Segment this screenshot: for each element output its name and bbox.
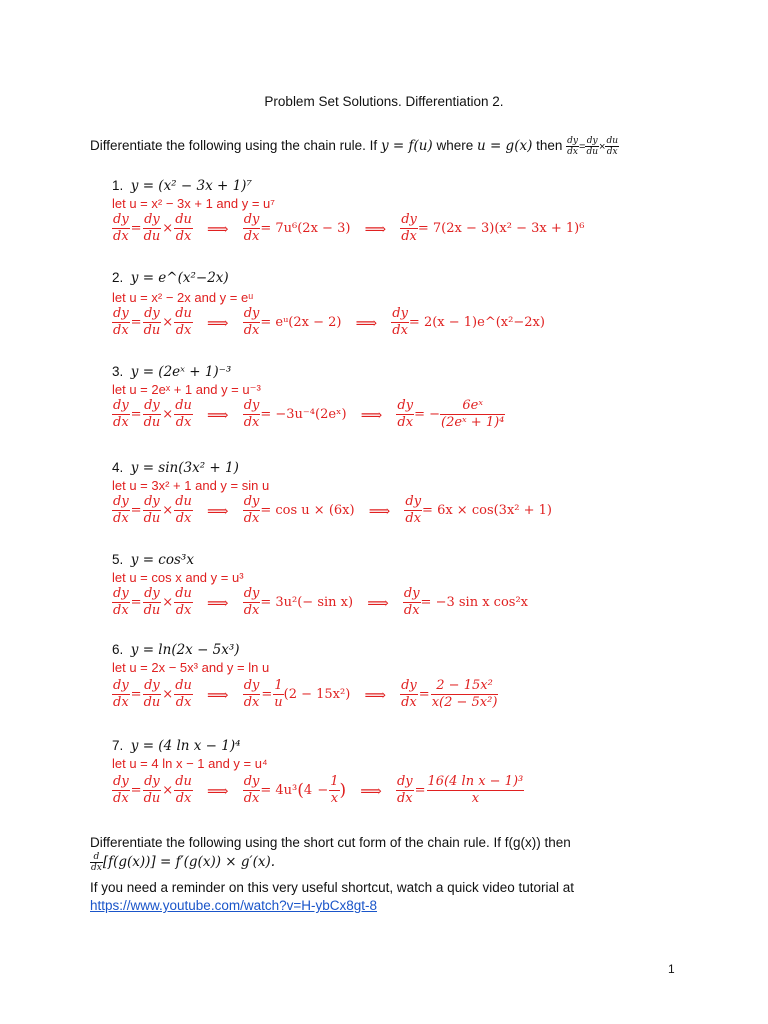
problem-1-result: = 7(2x − 3)(x² − 3x + 1)⁶ xyxy=(417,221,585,236)
implies-arrow: ⟹ xyxy=(207,219,229,238)
problem-3-derivation: $\frac{dy}{dx}$ = $\frac{dy}{du}$ × $\frac{du}{dx}$ ⟹ $\frac{dy}{dx}$ = −3u⁻⁴(2eˣ) ⟹ $\frac{dy}{dx}$ = − $\frac{\text{6eˣ}}{\text{(2eˣ + 1)⁴}}$ xyxy=(113,398,505,430)
problem-6-let: let u = 2x − 5x³ and y = ln u xyxy=(112,660,270,675)
problem-1-let: let u = x² − 3x + 1 and y = u⁷ xyxy=(112,196,275,211)
page-number: 1 xyxy=(668,962,675,976)
intro-text: Differentiate the following using the chain rule. If xyxy=(90,138,381,154)
intro-u-eq-gx: u = g(x) xyxy=(476,138,533,155)
problem-7-result-frac: $\frac{\text{16(4 ln x − 1)³}}{x}$ xyxy=(427,774,524,806)
intro-y-eq-fu: y = f(u) xyxy=(380,138,433,155)
problem-6-step: (2 − 15x²) xyxy=(283,687,351,702)
implies-arrow: ⟹ xyxy=(364,685,386,704)
problem-1-derivation: $\frac{dy}{dx}$ = $\frac{dy}{du}$ × $\frac{du}{dx}$ ⟹ $\frac{dy}{dx}$ = 7u⁶(2x − 3) ⟹ $\frac{dy}{dx}$ = 7(2x − 3)(x² − 3x + 1)⁶ xyxy=(113,212,585,244)
problem-6-step-frac: $\frac{1}{u}$ xyxy=(274,678,283,710)
intro-paragraph: Differentiate the following using the chain rule. If y = f(u) where u = g(x) then $\frac{dy}{dx}$ = $\frac{dy}{du}$ × $\frac{du}{dx}$ xyxy=(90,136,618,157)
intro-frac-dydu: $\frac{dy}{du}$ xyxy=(586,136,598,157)
intro-where: where xyxy=(432,138,477,154)
problem-4-result: = 6x × cos(3x² + 1) xyxy=(422,503,552,518)
implies-arrow: ⟹ xyxy=(367,593,389,612)
intro-then: then xyxy=(532,138,567,154)
shortcut-line-1: Differentiate the following using the short cut form of the chain rule. If f(g(x)) then xyxy=(90,835,571,850)
problem-1-step: = 7u⁶(2x − 3) xyxy=(260,221,351,236)
problem-6-derivation: $\frac{dy}{dx}$ = $\frac{dy}{du}$ × $\frac{du}{dx}$ ⟹ $\frac{dy}{dx}$ = $\frac{1}{u}$ (2 − 15x²) ⟹ $\frac{dy}{dx}$ = $\frac{\text{2 − 15x²}}{\text{x(2 − 5x²)}}$ xyxy=(113,678,498,710)
implies-arrow: ⟹ xyxy=(360,405,383,424)
implies-arrow: ⟹ xyxy=(207,593,229,612)
problem-2-question: 2. y = e^(x²−2x) xyxy=(112,270,229,286)
problem-7-step-frac: $\frac{1}{x}$ xyxy=(330,774,339,806)
implies-arrow: ⟹ xyxy=(207,501,229,520)
implies-arrow: ⟹ xyxy=(355,313,378,332)
problem-5-derivation: $\frac{dy}{dx}$ = $\frac{dy}{du}$ × $\frac{du}{dx}$ ⟹ $\frac{dy}{dx}$ = 3u²(− sin x) ⟹ $\frac{dy}{dx}$ = −3 sin x cos²x xyxy=(113,586,528,618)
implies-arrow: ⟹ xyxy=(368,501,391,520)
problem-7-question: 7. y = (4 ln x − 1)⁴ xyxy=(112,738,241,754)
shortcut-d-dx: $\frac{d}{dx}$ xyxy=(91,852,102,873)
problem-6-result-frac: $\frac{\text{2 − 15x²}}{\text{x(2 − 5x²)}}$ xyxy=(431,678,498,710)
implies-arrow: ⟹ xyxy=(360,781,382,800)
problem-4-step: = cos u × (6x) xyxy=(260,503,355,518)
implies-arrow: ⟹ xyxy=(364,219,387,238)
problem-7-derivation: $\frac{dy}{dx}$ = $\frac{dy}{du}$ × $\frac{du}{dx}$ ⟹ $\frac{dy}{dx}$ = 4u³(4 − $\frac{1}{x}$ ) ⟹ $\frac{dy}{dx}$ = $\frac{\text{16(4 ln x − 1)³}}{x}$ xyxy=(113,774,524,806)
implies-arrow: ⟹ xyxy=(207,781,229,800)
intro-frac-dydx: $\frac{dy}{dx}$ xyxy=(567,136,578,157)
problem-2-derivation: $\frac{dy}{dx}$ = $\frac{dy}{du}$ × $\frac{du}{dx}$ ⟹ $\frac{dy}{dx}$ = eᵘ(2x − 2) ⟹ $\frac{dy}{dx}$ = 2(x − 1)e^(x²−2x) xyxy=(113,306,545,338)
problem-2-let: let u = x² − 2x and y = eᵘ xyxy=(112,290,254,305)
problem-3-result-frac: $\frac{\text{6eˣ}}{\text{(2eˣ + 1)⁴}}$ xyxy=(441,398,505,430)
problem-7-let: let u = 4 ln x − 1 and y = u⁴ xyxy=(112,756,268,771)
problem-3-step: = −3u⁻⁴(2eˣ) xyxy=(260,407,347,422)
shortcut-line-3: If you need a reminder on this very useful shortcut, watch a quick video tutorial at xyxy=(90,880,575,895)
problem-5-let: let u = cos x and y = u³ xyxy=(112,570,244,585)
problem-4-question: 4. y = sin(3x² + 1) xyxy=(112,460,239,476)
problem-1-question: 1. y = (x² − 3x + 1)⁷ xyxy=(112,178,252,194)
problem-3-question: 3. y = (2eˣ + 1)⁻³ xyxy=(112,364,232,380)
youtube-link[interactable]: https://www.youtube.com/watch?v=H-ybCx8gt-8 xyxy=(90,898,378,913)
problem-3-let: let u = 2eˣ + 1 and y = u⁻³ xyxy=(112,382,261,397)
problem-2-result: = 2(x − 1)e^(x²−2x) xyxy=(408,315,545,330)
problem-5-step: = 3u²(− sin x) xyxy=(260,595,354,610)
problem-5-result: = −3 sin x cos²x xyxy=(420,595,528,610)
shortcut-line-2: $\frac{d}{dx}$ [f(g(x))] = f′(g(x)) × g′(x). xyxy=(91,852,276,873)
problem-4-let: let u = 3x² + 1 and y = sin u xyxy=(112,478,270,493)
problem-2-step: = eᵘ(2x − 2) xyxy=(260,315,342,330)
problem-5-question: 5. y = cos³x xyxy=(112,552,194,568)
implies-arrow: ⟹ xyxy=(207,313,229,332)
implies-arrow: ⟹ xyxy=(207,405,229,424)
problem-6-question: 6. y = ln(2x − 5x³) xyxy=(112,642,240,658)
intro-frac-dudx: $\frac{du}{dx}$ xyxy=(606,136,618,157)
page-title: Problem Set Solutions. Differentiation 2. xyxy=(264,94,504,109)
problem-7-step: = 4u³ xyxy=(260,783,298,798)
implies-arrow: ⟹ xyxy=(207,685,229,704)
problem-4-derivation: $\frac{dy}{dx}$ = $\frac{dy}{du}$ × $\frac{du}{dx}$ ⟹ $\frac{dy}{dx}$ = cos u × (6x) ⟹ $\frac{dy}{dx}$ = 6x × cos(3x² + 1) xyxy=(113,494,552,526)
problem-3-result-prefix: = − xyxy=(414,407,441,422)
